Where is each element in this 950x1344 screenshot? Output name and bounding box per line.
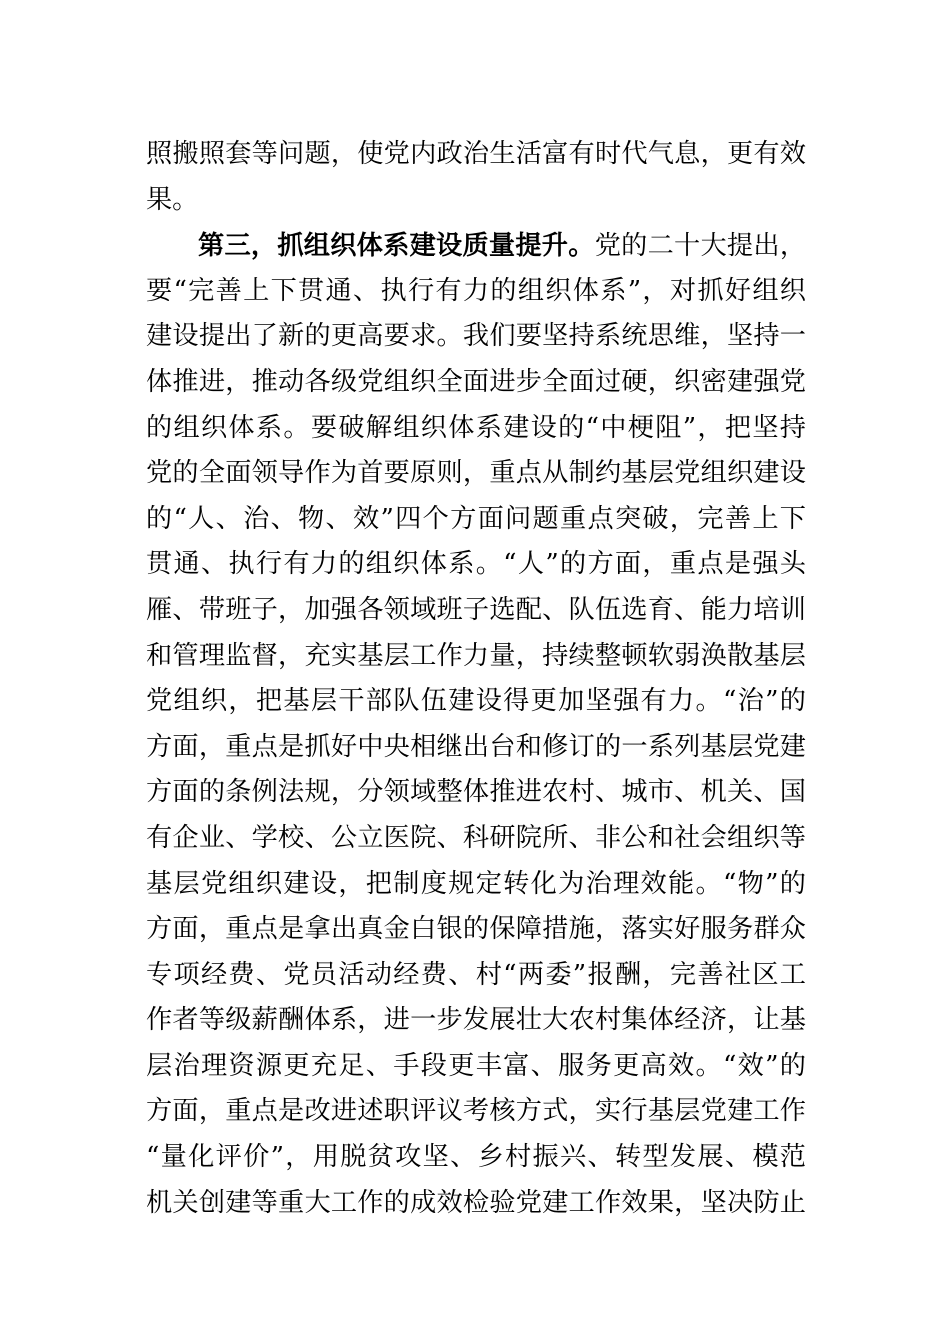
text-line: “量化评价”，用脱贫攻坚、乡村振兴、转型发展、模范 [146, 1142, 806, 1173]
text-line: 作者等级薪酬体系，进一步发展壮大农村集体经济，让基 [146, 1005, 806, 1036]
text-line: 贯通、执行有力的组织体系。“人”的方面，重点是强头 [146, 549, 806, 580]
text-line: 党组织，把基层干部队伍建设得更加坚强有力。“治”的 [146, 686, 806, 717]
text-line: 方面，重点是拿出真金白银的保障措施，落实好服务群众 [146, 914, 806, 945]
paragraph-2 [146, 223, 806, 1226]
text-line: 果。 [146, 184, 199, 215]
text-line: 和管理监督，充实基层工作力量，持续整顿软弱涣散基层 [146, 640, 806, 671]
text-line: 有企业、学校、公立医院、科研院所、非公和社会组织等 [146, 822, 806, 853]
text-line: 雁、带班子，加强各领域班子选配、队伍选育、能力培训 [146, 594, 806, 625]
text-line: 方面的条例法规，分领域整体推进农村、城市、机关、国 [146, 777, 806, 808]
paragraph-first-line [146, 223, 806, 269]
text-line: 方面，重点是抓好中央相继出台和修订的一系列基层党建 [146, 731, 806, 762]
text-line: 的组织体系。要破解组织体系建设的“中梗阻”，把坚持 [146, 412, 806, 443]
paragraph-1 [146, 132, 806, 223]
text-line: 建设提出了新的更高要求。我们要坚持系统思维，坚持一 [146, 321, 806, 352]
text-line: 机关创建等重大工作的成效检验党建工作效果，坚决防止 [146, 1187, 806, 1218]
text-run: 党的二十大提出， [594, 231, 807, 262]
text-line: 层治理资源更充足、手段更丰富、服务更高效。“效”的 [146, 1050, 806, 1081]
text-line: 照搬照套等问题，使党内政治生活富有时代气息，更有效 [146, 139, 806, 169]
text-line: 方面，重点是改进述职评议考核方式，实行基层党建工作 [146, 1096, 806, 1127]
text-line: 基层党组织建设，把制度规定转化为治理效能。“物”的 [146, 868, 806, 899]
text-line: 专项经费、党员活动经费、村“两委”报酬，完善社区工 [146, 959, 806, 990]
text-line: 要“完善上下贯通、执行有力的组织体系”，对抓好组织 [146, 275, 806, 306]
text-line: 党的全面领导作为首要原则，重点从制约基层党组织建设 [146, 458, 806, 489]
text-line: 的“人、治、物、效”四个方面问题重点突破，完善上下 [146, 503, 806, 534]
document-page [146, 132, 806, 1226]
section-heading: 第三，抓组织体系建设质量提升。 [198, 230, 595, 262]
text-line: 体推进，推动各级党组织全面进步全面过硬，织密建强党 [146, 366, 806, 397]
